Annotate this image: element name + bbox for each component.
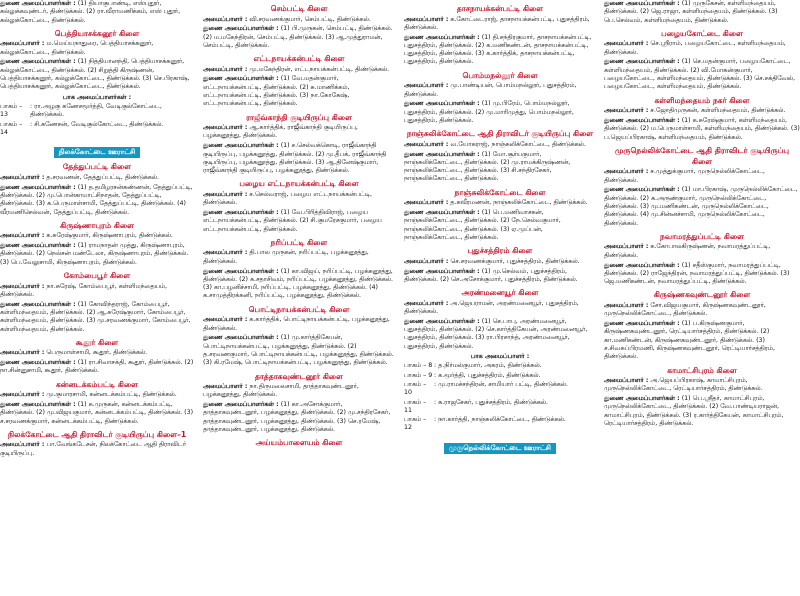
role-label: துணை அமைப்பாளர்கள் : — [203, 334, 279, 342]
ward-number: பாகம் – 9 — [404, 371, 433, 379]
ward-number: பாகம் – 14 — [0, 120, 23, 137]
organizer-entry — [404, 141, 596, 149]
member-names: செ.ஸ்ரீராம், பழையகோட்டை, கள்ளிமந்தையம், திண்டுக்கல். — [604, 40, 786, 56]
member-names: மு.பாண்டியன், பொம்மநல்லூர், புதுசத்திரம், திண்டுக்கல். — [404, 82, 577, 98]
member-names: (1) மா.பிரகாஷ், முருநெல்லிக்கோட்டை, திண்டுக்கல். (2) க.அருண்குமார், முருநெல்லிக்கோட்டை, திண்டுக்கல். (3) மு.மணிகண்டன், முருநெல்லிக்கோட்டை, திண்டுக்கல். (4) மு.சின்னச்சாமி, முருநெல்லிக்கோட்டை, திண்டுக்கல். — [604, 186, 798, 227]
organizer-entry — [203, 25, 395, 50]
role-label: துணை அமைப்பாளர்கள் : — [604, 116, 680, 124]
organizer-entry — [404, 258, 596, 266]
organizer-entry — [0, 401, 194, 426]
ward-number: பாகம் – 12 — [404, 416, 427, 432]
organizer-entry — [0, 283, 194, 300]
ward-organizer-name: : க.ராஜசேகர், புதுச்சத்திரம், திண்டுக்கல். — [434, 398, 549, 406]
organizer-entry — [203, 191, 395, 208]
organizer-entry — [404, 16, 596, 33]
member-names: த.சுவீரமணன், நாஞ்சுலிக்கோட்டை, திண்டுக்கல். — [450, 199, 588, 207]
column-1 — [0, 0, 194, 596]
ward-organizer-row — [404, 362, 596, 370]
role-label: துணை அமைப்பாளர்கள் : — [604, 186, 680, 194]
branch-heading: நாஞ்சுலிக்கோட்டை கிளை — [454, 187, 546, 197]
member-names: (1) மு.கார்த்திகேயன், பொட்டிநாயக்கன்பட்டி, பழக்கனூத்து, திண்டுக்கல். (2) த.சரவணகுமார், பொட்டிநாயக்கன்பட்டி, பழக்கனூத்து, திண்டுக்கல். (3) கி.ரமேஷ், பொட்டிநாயக்கன்பட்டி, பழக்கனூத்து, திண்டுக்கல். — [203, 334, 394, 367]
member-names: க.கோட்டைராஜ், தாசநாயக்கன்பட்டி, புதுசத்திரம், திண்டுக்கல். — [404, 15, 590, 31]
member-names: செ.சரவணக்குமார், புதுச்சத்திரம், திண்டுக்கல். — [450, 257, 580, 265]
member-names: (1) வே.மதன்குமார், எட்டநாயக்கன்பட்டி, திண்டுக்கல். (2) சு.மாணிக்கம், எட்டநாயக்கன்பட்டி, திண்டுக்கல். (3) நா.கோகேஷ், எட்டநாயக்கன்பட்டி, திண்டுக்கல். — [203, 75, 350, 108]
ward-number: பாகம் – 8 — [404, 362, 433, 370]
member-names: (1) பெ.மணிவாசகன், நாஞ்சுலிக்கோட்டை, திண்டுக்கல். (2) நே.செல்வகுமார், நாஞ்சுலிக்கோட்டை, திண்டுக்கல். (3) ஏ.முப்பன், நாஞ்சுலிக்கோட்டை, திண்டுக்கல். — [404, 209, 561, 241]
role-label: துணை அமைப்பாளர்கள் : — [404, 267, 480, 275]
branch-heading: கிருஷ்ணகவுண்டனூர் கிளை — [653, 290, 751, 300]
column-2 — [203, 0, 395, 596]
branch-heading: பெத்தியாசக்கனூர் கிளை — [54, 28, 140, 38]
member-names: (1) கா.அசோக்குமார், தாத்தாகவுண்டனூர், பழக்கனூத்து, திண்டுக்கல். (2) மு.சந்திரசேகர், தாத்தாகவுண்டனூர், பழக்கனூத்து, திண்டுக்கல். (3) செ.ரமேஷ், தாத்தாகவுண்டனூர், பழக்கனூத்து, திண்டுக்கல். — [203, 401, 391, 433]
role-label: துணை அமைப்பாளர்கள் : — [203, 267, 279, 275]
organizer-entry — [203, 268, 395, 301]
member-names: ச.ஜோதிமுருகன், கள்ளிமந்தையம், திண்டுக்கல். — [650, 107, 786, 115]
branch-heading: அரண்மனையூர் கிளை — [461, 288, 539, 298]
ward-organizer-row — [0, 103, 194, 120]
member-names: பா.வேங்கடேசன், நிலக்கோட்டை ஆதி திராவிடர் குடியிருப்பு. — [0, 441, 187, 457]
ward-organizer-name: : க.மூர்த்தி, புதுச்சத்திரம், திண்டுக்கல். — [434, 371, 541, 379]
ward-organizer-row — [404, 372, 596, 380]
organizer-entry — [203, 124, 395, 141]
section-subheading: பாக அமைப்பாளர் : — [470, 353, 530, 361]
branch-heading: பழைய எட்டநாயக்கன்பட்டி கிளை — [239, 179, 359, 189]
role-label: துணை அமைப்பாளர்கள் : — [604, 0, 680, 7]
branch-heading: கிருஷ்ணாபுரம் கிளை — [60, 220, 134, 230]
member-names: (1) க.சுரேஷ்குமார், கள்ளிமந்தையம், திண்டுக்கல். (2) ம.பெருமாள்சாமி, கள்ளிமந்தையம், திண்டுக்கல். (3) ப.ஜெயப்பிரகாஷ், கள்ளிமந்தையம், திண்டுக்கல். — [604, 116, 800, 141]
organizer-entry — [404, 199, 596, 207]
organizer-entry — [0, 40, 194, 57]
ward-organizer-row — [404, 381, 596, 398]
ward-organizer-name: : மு.ராமச்சந்திரன், சாமியார் பட்டி, திண்டுக்கல். — [434, 381, 569, 388]
column-4 — [604, 0, 800, 596]
role-label: துணை அமைப்பாளர்கள் : — [404, 317, 480, 325]
section-subheading: பாக அமைப்பாளர்கள் : — [62, 94, 132, 102]
organizer-entry — [0, 359, 194, 376]
member-names: (1) பி.முருகன், செம்பட்டி, திண்டுக்கல். (2) ம.மகேந்திரன், செம்பட்டி, திண்டுக்கல். (3) ஆ.முத்துராமன், செம்பட்டி, திண்டுக்கல். — [203, 25, 393, 49]
role-label: அமைப்பாளர் : — [404, 199, 449, 207]
organizer-entry — [604, 58, 800, 91]
member-names: மு.மகேந்திரன், எட்டநாயக்கன்பட்டி, திண்டுக்கல். — [249, 65, 390, 73]
member-names: சோ.விஜயகுமார், கிருஷ்ணகவுண்டனூர், முருநெல்லிக்கோட்டை, திண்டுக்கல். — [604, 301, 766, 318]
member-names: (1) மோ.சூர்யகுமார், நாஞ்சுலிக்கோட்டை, திண்டுக்கல். (2) மு.ராமக்கிருஷ்ணன், நாஞ்சுலிக்கோட்டை, திண்டுக்கல். (3) சி.சந்திரசேகர், நாஞ்சுலிக்கோட்டை, திண்டுக்கல். — [404, 150, 571, 183]
role-label: துணை அமைப்பாளர்கள் : — [404, 33, 480, 41]
panchayat-banner-row — [404, 435, 596, 454]
branch-heading: நிலக்கோட்டை ஆதி திராவிடர் குடியிருப்பு கிளை–1 — [7, 429, 187, 439]
role-label: துணை அமைப்பாளர்கள் : — [404, 209, 480, 217]
ward-number: பாகம் – 13 — [0, 103, 23, 119]
organizer-entry — [203, 66, 395, 74]
organizer-entry — [404, 318, 596, 351]
branch-heading: நரிப்பட்டி கிளை — [270, 237, 328, 247]
organizer-entry — [404, 100, 596, 125]
organizer-entry — [0, 174, 194, 182]
role-label: துணை அமைப்பாளர்கள் : — [203, 75, 279, 83]
member-names: ஆ.கார்த்திக், ராஜீவ்காந்தி குடியிருப்பு, பழக்கனூத்து, திண்டுக்கல். — [203, 124, 358, 140]
member-names: (1) தி.சந்திரகுமார், தாசநாயக்கன்பட்டி, புதுசத்திரம், திண்டுக்கல். (2) க.மணிகண்டன், தாசநாயக்கன்பட்டி, புதுசத்திரம், திண்டுக்கல். (3) க.கார்த்திக், தாசநாயக்கன்பட்டி, புதுசத்திரம், திண்டுக்கல். — [404, 33, 592, 66]
member-names: (1) முருகேசன், கள்ளிமந்தையம், திண்டுக்கல். (2) ஜெ.ராஜா, கள்ளிமந்தையம், திண்டுக்கல். (3) பெ.செல்வம், கள்ளிமந்தையம், திண்டுக்கல். — [604, 0, 778, 24]
branch-heading: தேத்துப்பட்டி கிளை — [62, 162, 132, 172]
organizer-entry — [604, 395, 800, 428]
role-label: துணை அமைப்பாளர்கள் : — [0, 359, 76, 367]
organizer-entry — [404, 151, 596, 184]
member-names: த.சரவணன், தேத்துப்பட்டி, திண்டுக்கல். — [46, 173, 159, 181]
panchayat-banner: முருநெல்லிக்கோட்டை ஊராட்சி — [444, 443, 556, 454]
member-names: (1) ரா.சிவாசக்தி, கூதூர், திண்டுக்கல். (2) நா.சின்னுசாமி, கூதூர், திண்டுக்கல். — [0, 359, 194, 375]
organizer-entry — [203, 316, 395, 333]
role-label: அமைப்பாளர் : — [404, 299, 449, 307]
member-names: (1) சதீஸ்குமார், நவாமரத்துப்பட்டி, திண்டுக்கல். (2) ராஜேந்திரன், நவாமரத்துப்பட்டி, திண்டுக்கல். (3) ஜெ.மணிகண்டன், நவாமரத்துப்பட்டி, திண்டுக்கல். — [604, 261, 790, 286]
branch-heading: ராஜீவ்காந்தி குடியிருப்பு கிளை — [246, 112, 352, 122]
role-label: அமைப்பாளர் : — [0, 232, 45, 240]
role-label: அமைப்பாளர் : — [0, 391, 45, 399]
organizer-entry — [604, 377, 800, 394]
member-names: நா.சுரேஷ், கோம்பைபூர், கள்ளிமந்தையம், திண்டுக்கல். — [0, 282, 168, 298]
organizer-entry — [604, 186, 800, 227]
member-names: வ.யோகராஜ், நாஞ்சுலிக்கோட்டை, திண்டுக்கல். — [450, 140, 586, 148]
column-3 — [404, 0, 596, 596]
member-names: (1) ச.செல்வக்கொடி, ராஜீவ்காந்தி குடியிருப்பு, பழக்கனூத்து, திண்டுக்கல். (2) மு.தீபக், ராஜீவ்காந்தி குடியிருப்பு, பழக்கனூத்து, திண்டுக்கல். (3) ஆ.தினேஷ்குமார், ராஜீவ்காந்தி குடியிருப்பு, பழக்கனூத்து, திண்டுக்கல். — [203, 142, 387, 175]
branch-heading: பொட்டிநாயக்கன்பட்டி கிளை — [248, 304, 350, 314]
organizer-entry — [404, 34, 596, 67]
role-label: அமைப்பாளர் : — [404, 140, 449, 148]
role-label: அமைப்பாளர் : — [404, 82, 449, 90]
role-label: அமைப்பாளர் : — [203, 124, 248, 132]
branch-heading: அய்யம்பாளையம் கிளை — [255, 438, 343, 448]
ward-organizer-name: : த.நிர்மல்குமார், அகரம், திண்டுக்கல். — [434, 362, 542, 370]
organizer-entry — [0, 0, 194, 25]
organizer-entry — [0, 242, 194, 267]
branch-heading: முருநெல்லிக்கோட்டை ஆதி திராவிடர் குடியிருப்பு கிளை — [614, 145, 790, 166]
organizer-entry — [203, 16, 395, 24]
member-names: ச.செல்வராஜ், பழைய எட்டநாயக்கன்பட்டி, திண்டுக்கல். — [203, 190, 372, 207]
role-label: அமைப்பாளர் : — [203, 15, 248, 23]
role-label: துணை அமைப்பாளர்கள் : — [0, 401, 76, 408]
branch-heading: நாஞ்சுலிக்கோட்டை ஆதி திராவிடர் குடியிருப்பு கிளை — [406, 129, 594, 139]
ward-organizer-name: : சி.கணேசன், வேடிகுல்கோட்டை, திண்டுக்கல். — [30, 120, 164, 128]
role-label: துணை அமைப்பாளர்கள் : — [0, 300, 76, 308]
role-label: அமைப்பாளர் : — [0, 173, 45, 181]
ward-number: பாகம் – 11 — [404, 398, 427, 414]
ward-number: பாகம் – 10 — [404, 381, 427, 397]
role-label: அமைப்பாளர் : — [0, 282, 45, 290]
organizer-entry — [604, 302, 800, 319]
panchayat-banner: நிலக்கோட்டை ஊராட்சி — [54, 147, 141, 158]
organizer-entry — [404, 209, 596, 242]
role-label: துணை அமைப்பாளர்கள் : — [0, 58, 76, 66]
member-names: (1) தியாகுபாண்டி, எஸ்புதூர், கல்லுக்கவுண்டர், திண்டுக்கல். (2) ரா.வீராமணிக்கம், எஸ் புதூர், கல்லுக்கோட்டை, திண்டுக்கல். — [0, 0, 181, 24]
role-label: அமைப்பாளர் : — [203, 383, 248, 390]
role-label: அமைப்பாளர் : — [203, 249, 248, 257]
branch-heading: பொம்மநல்லூர் கிளை — [462, 70, 538, 80]
member-names: (1) மு.பிரேம், பொம்மநல்லூர், புதுசத்திரம், திண்டுக்கல். (2) மு.மாரிமுத்து, பொம்மநல்லூர், புதுசத்திரம், திண்டுக்கல். — [404, 100, 574, 124]
organizer-entry — [0, 441, 194, 458]
organizer-entry — [203, 249, 395, 266]
organizer-entry — [0, 391, 194, 399]
member-names: (1) செ.பாபு, அரண்மனையூர், புதுசத்திரம், திண்டுக்கல். (2) செ.கார்த்திகேயன், அரண்மனையூர், புதுசத்திரம், திண்டுக்கல். (3) ரா.பிரசாந்த், அரண்மனையூர், புதுசத்திரம், திண்டுக்கல். — [404, 317, 588, 350]
member-names: அ.ஜெயராமன், அரண்மனையூர், புதுசத்திரம், திண்டுக்கல். — [404, 299, 579, 315]
member-names: பெருமாள்சாமி, கூதூர், திண்டுக்கல். — [46, 349, 148, 357]
organizer-entry — [203, 401, 395, 434]
ward-organizer-row — [0, 121, 194, 138]
member-names: (1) பெ.ஸ்ரீதர், காமாட்சிபுரம், முருநெல்லிக்கோட்டை, திண்டுக்கல். (2) வே.பாண்டியராஜன், காமாட்சிபுரம், திண்டுக்கல். (3) ர.கார்த்திகேயன், காமாட்சிபுரம், ரெட்டியார்சத்திரம், திண்டுக்கல். — [604, 395, 784, 427]
organizer-entry — [604, 262, 800, 287]
role-label: அமைப்பாளர் : — [203, 190, 248, 198]
role-label: அமைப்பாளர் : — [0, 441, 45, 449]
member-names: (1) ராமநாதன் முத்து, கிருஷ்ணாபுரம், திண்டுக்கல். (2) நெல்சன் மண்டேலா, கிருஷ்ணாபுரம், திண்டுக்கல். (3) பெ.வேலுசாமி, கிருஷ்ணாபுரம், திண்டுக்கல். — [0, 242, 189, 266]
role-label: துணை அமைப்பாளர்கள் : — [604, 395, 680, 403]
role-label: அமைப்பாளர் : — [203, 65, 248, 73]
branch-heading: தாத்தாகவுண்டனூர் கிளை — [255, 371, 343, 381]
branch-heading: செம்பட்டி கிளை — [270, 4, 328, 13]
member-names: ம.மெய்யநாதுரை, பெத்தியாசக்கனூர், கல்லுக்கோட்டை, திண்டுக்கல். — [0, 40, 154, 56]
role-label: அமைப்பாளர் : — [604, 107, 649, 115]
branch-heading: நவாமரத்துப்பட்டி கிளை — [660, 231, 744, 241]
branch-heading: காமாட்சிபுரம் கிளை — [667, 365, 737, 375]
member-names: (1) க.முருகன், கன்னடக்கம்பட்டி, திண்டுக்கல். (2) மு.விஜயகுமார், கன்னடக்கம்பட்டி, திண்டுக்கல். (3) ச.சரவணக்குமார், கன்னடக்கம்பட்டி, திண்டுக்கல். — [0, 401, 194, 425]
organizer-entry — [604, 243, 800, 260]
role-label: அமைப்பாளர் : — [404, 15, 449, 23]
role-label: துணை அமைப்பாளர்கள் : — [604, 261, 680, 269]
organizer-entry — [0, 232, 194, 240]
member-names: க.சுரேஷ்குமார், கிருஷ்ணாபுரம், திண்டுக்கல். — [46, 232, 173, 240]
organizer-entry — [604, 0, 800, 25]
member-names: (1) கோவிந்தராஜ், கோம்பைபூர், கள்ளிமந்தையம், திண்டுக்கல். (2) ஆ.சுரேஷ்குமார், கோம்பைபூர், கள்ளிமந்தையம், திண்டுக்கல். (3) மு.சரவணக்குமார், கோம்பைபூர், கள்ளிமந்தையம், திண்டுக்கல். — [0, 300, 191, 333]
organizer-entry — [604, 168, 800, 185]
role-label: துணை அமைப்பாளர்கள் : — [0, 0, 76, 7]
organizer-entry — [203, 334, 395, 367]
panchayat-banner-row — [0, 139, 194, 158]
role-label: அமைப்பாளர் : — [604, 377, 649, 384]
organizer-entry — [203, 142, 395, 175]
organizer-entry — [404, 82, 596, 99]
branch-heading: பழையகோட்டை கிளை — [661, 28, 743, 38]
member-names: மு.குமாரசாமி, கன்னடக்கம்பட்டி, திண்டுக்கல். — [46, 391, 177, 399]
branch-heading: கள்ளிமந்தையம் நகர் கிளை — [654, 95, 750, 105]
role-label: துணை அமைப்பாளர்கள் : — [203, 401, 279, 409]
organizer-entry — [404, 300, 596, 317]
member-names: (1) த.தமிழரசன்கண்ணன், தேத்துப்பட்டி, திண்டுக்கல். (2) மு.பொன்காமாட்சிநாதன், தேத்துப்பட்டி, திண்டுக்கல். (3) க.பெருமாள்சாமி, தேத்துப்பட்டி, திண்டுக்கல். (4) வீரமணிசெல்வன், தேத்துப்பட்டி, திண்டுக்கல். — [0, 183, 193, 216]
ward-organizer-name: : ரா.அழகு கணேசமூர்த்தி, வேடிகுல்கோட்டை, திண்டுக்கல். — [30, 103, 162, 119]
branch-heading: தாசநாயக்கன்பட்டி கிளை — [456, 4, 544, 13]
organizer-entry — [203, 383, 395, 400]
member-names: க.கார்த்திக், பொட்டிநாயக்கன்பட்டி, பழக்கனூத்து, திண்டுக்கல். — [203, 316, 390, 332]
organizer-entry — [0, 349, 194, 357]
member-names: (1) ப.கிருஷ்ணகுமார், கிருஷ்ணகவுண்டனூர், ரெட்டியார்சத்திரம், திண்டுக்கல். (2) கா.மணிகண்டன், கிருஷ்ணகவுண்டனூர், திண்டுக்கல். (3) ச.சிவசுப்பிரமணி, கிருஷ்ணகவுண்டனூர், ரெட்டியார்சத்திரம், திண்டுக்கல். — [604, 320, 775, 361]
organizer-entry — [604, 107, 800, 115]
role-label: துணை அமைப்பாளர்கள் : — [0, 242, 76, 250]
ward-organizer-name: : நா.கார்த்தி, நாஞ்சுலிக்கோட்டை, திண்டுக்கல். — [434, 416, 566, 424]
member-names: அ.ஜெயப்பிரகாஷ், காமாட்சிபுரம், முருநெல்லிக்கோட்டை, ரெட்டியார்சத்திரம், திண்டுக்கல். — [604, 377, 763, 393]
role-label: அமைப்பாளர் : — [0, 349, 45, 357]
member-names: தி.பால முருகன், நரிப்பட்டி, பழக்கனூத்து, திண்டுக்கல். — [203, 249, 369, 265]
organizer-entry — [0, 58, 194, 91]
organizer-entry — [604, 320, 800, 361]
member-names: (1) கா.விஜய், நரிப்பட்டி, பழக்கனூத்து, திண்டுக்கல். (2) க.சதாசிவம், நரிப்பட்டி, பழக்கனூத்து, திண்டுக்கல். (3) கா.பழனிச்சாமி, நரிப்பட்டி, பழக்கனூத்து, திண்டுக்கல். (4) க.சாமுத்திரக்கனி, நரிப்பட்டி, பழக்கனூத்து, திண்டுக்கல். — [203, 267, 394, 300]
organizer-entry — [0, 301, 194, 334]
role-label: அமைப்பாளர் : — [404, 257, 449, 265]
member-names: (1) மு.செல்வம், புதுச்சத்திரம், திண்டுக்கல். (2) செ.அசோக்குமார், புதுச்சத்திரம், திண்டுக்கல். — [404, 267, 578, 283]
role-label: அமைப்பாளர் : — [604, 168, 649, 176]
branch-heading: கன்னடக்கம்பட்டி கிளை — [55, 379, 139, 389]
organizer-entry — [0, 184, 194, 217]
role-label: அமைப்பாளர் : — [604, 40, 649, 48]
organizer-entry — [604, 40, 800, 57]
member-names: வி.சரவணக்குமார், செம்பட்டி, திண்டுக்கல். — [249, 15, 371, 23]
role-label: துணை அமைப்பாளர்கள் : — [203, 142, 279, 150]
role-label: துணை அமைப்பாளர்கள் : — [203, 209, 279, 217]
ward-organizer-row — [404, 399, 596, 416]
organizer-entry — [404, 268, 596, 285]
branch-heading: புதுச்சத்திரம் கிளை — [467, 246, 533, 256]
member-names: (1) செ.மதன்குமார், பழையகோட்டை, கள்ளிமந்தையம், திண்டுக்கல். (2) வி.மோகன்குமார், பழையகோட்டை, கள்ளிமந்தையம், திண்டுக்கல். (3) செ.சக்திவேல், பழையகோட்டை, கள்ளிமந்தையம், திண்டுக்கல். — [604, 58, 795, 91]
branch-heading: கூதூர் கிளை — [75, 337, 119, 347]
ward-organizer-row — [404, 416, 596, 433]
branch-heading: கோம்பைபூர் கிளை — [63, 271, 131, 281]
organizer-entry — [604, 117, 800, 142]
role-label: துணை அமைப்பாளர்கள் : — [604, 58, 680, 66]
role-label: அமைப்பாளர் : — [203, 316, 248, 324]
role-label: துணை அமைப்பாளர்கள் : — [0, 183, 76, 191]
role-label: அமைப்பாளர் : — [604, 301, 649, 309]
branch-heading: எட்டநாயக்கன்பட்டி கிளை — [253, 54, 345, 64]
role-label: துணை அமைப்பாளர்கள் : — [203, 25, 279, 33]
member-names: ச.முத்துக்குமார், முருநெல்லிக்கோட்டை, திண்டுக்கல். — [604, 168, 765, 184]
member-names: (1) நித்தியானந்தி, பெத்தியாசக்கனூர், கல்லுக்கோட்டை, திண்டுக்கல். (2) சிறுத்தி கிருஷ்ணன், பெத்தியாசக்கனூர், கல்லுக்கோட்டை, திண்டுக்கல். (3) செ.பிரகாஷ், பெத்தியாசக்கனூர், கல்லுக்கோட்டை, திண்டுக்கல். — [0, 58, 190, 91]
role-label: துணை அமைப்பாளர்கள் : — [404, 150, 480, 158]
role-label: அமைப்பாளர் : — [0, 40, 45, 48]
member-names: க.கோபாலகிருஷ்ணன், நவாமரத்துப்பட்டி, திண்டுக்கல். — [604, 243, 771, 259]
role-label: அமைப்பாளர் : — [604, 243, 649, 251]
role-label: துணை அமைப்பாளர்கள் : — [404, 100, 480, 108]
organizer-entry — [203, 75, 395, 108]
organizer-entry — [203, 209, 395, 234]
member-names: நா.திருமலைசாமி, தாத்தாகவுண்டனூர், பழக்கனூத்து, திண்டுக்கல். — [203, 383, 359, 399]
role-label: துணை அமைப்பாளர்கள் : — [604, 320, 680, 328]
member-names: (1) வே.பிரித்திவிராஜ், பழைய எட்டநாயக்கன்பட்டி, திண்டுக்கல். (2) சி.குமரேசகுமார், பழைய எட்டநாயக்கன்பட்டி, திண்டுக்கல். — [203, 209, 382, 233]
